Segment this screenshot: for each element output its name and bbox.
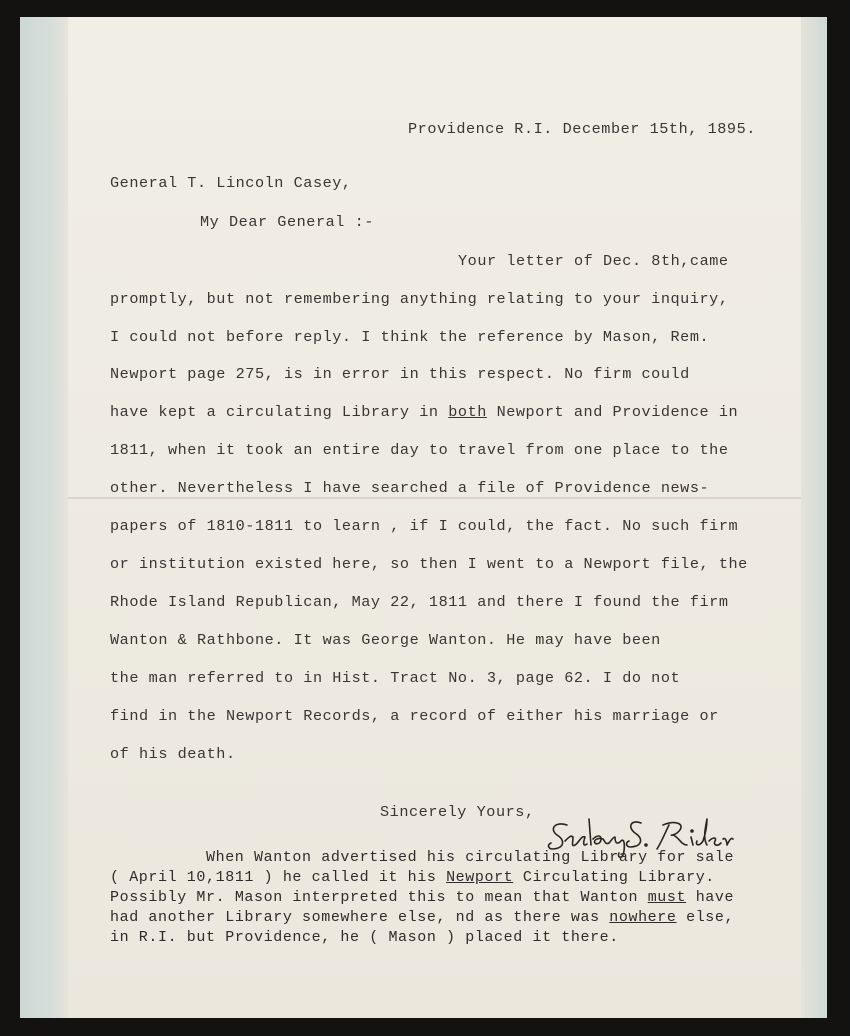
body-line: other. Nevertheless I have searched a file of Providence news-	[110, 479, 710, 497]
body-text: have kept a circulating Library in	[110, 403, 449, 421]
postscript-text: Possibly Mr. Mason interpreted this to mean that Wanton	[110, 889, 648, 906]
postscript-line	[110, 909, 734, 926]
dateline: Providence R.I. December 15th, 1895.	[408, 120, 756, 138]
body-line: I could not before reply. I think the reference by Mason, Rem.	[110, 328, 710, 346]
postscript-line	[110, 889, 734, 906]
body-line: find in the Newport Records, a record of either his marriage or	[110, 707, 719, 725]
body-text: Newport and Providence in	[486, 403, 739, 421]
underlined-word: must	[647, 889, 687, 906]
closing: Sincerely Yours,	[380, 803, 535, 821]
postscript-text: have	[686, 889, 735, 906]
blue-mount-edge-left	[20, 17, 68, 1018]
body-line: Rhode Island Republican, May 22, 1811 and there I found the firm	[110, 593, 729, 611]
postscript-line: When Wanton advertised his circulating Library for sale	[206, 849, 735, 866]
underlined-word: both	[448, 403, 487, 421]
postscript-text: else,	[676, 909, 735, 926]
body-line: of his death.	[110, 745, 236, 763]
blue-mount-edge-right	[801, 17, 827, 1018]
postscript-line	[110, 869, 715, 886]
body-line: the man referred to in Hist. Tract No. 3, page 62. I do not	[110, 669, 681, 687]
body-line: Your letter of Dec. 8th,came	[458, 252, 729, 270]
postscript-text: Circulating Library.	[513, 869, 715, 886]
salutation: My Dear General :-	[200, 213, 374, 231]
underlined-word: nowhere	[609, 909, 677, 926]
postscript-line: in R.I. but Providence, he ( Mason ) placed it there.	[110, 929, 619, 946]
body-line: promptly, but not remembering anything relating to your inquiry,	[110, 290, 729, 308]
letter-page	[20, 17, 827, 1018]
body-line: Wanton & Rathbone. It was George Wanton. He may have been	[110, 631, 661, 649]
recipient: General T. Lincoln Casey,	[110, 174, 352, 192]
postscript-text: ( April 10,1811 ) he called it his	[110, 869, 447, 886]
postscript-text: had another Library somewhere else, nd as there was	[110, 909, 610, 926]
body-line	[110, 403, 738, 421]
underlined-word: Newport	[446, 869, 514, 886]
paper-fold-crease	[68, 497, 801, 499]
body-line: or institution existed here, so then I went to a Newport file, the	[110, 555, 748, 573]
body-line: papers of 1810-1811 to learn , if I could, the fact. No such firm	[110, 517, 739, 535]
body-line: Newport page 275, is in error in this respect. No firm could	[110, 365, 690, 383]
body-line: 1811, when it took an entire day to travel from one place to the	[110, 441, 729, 459]
